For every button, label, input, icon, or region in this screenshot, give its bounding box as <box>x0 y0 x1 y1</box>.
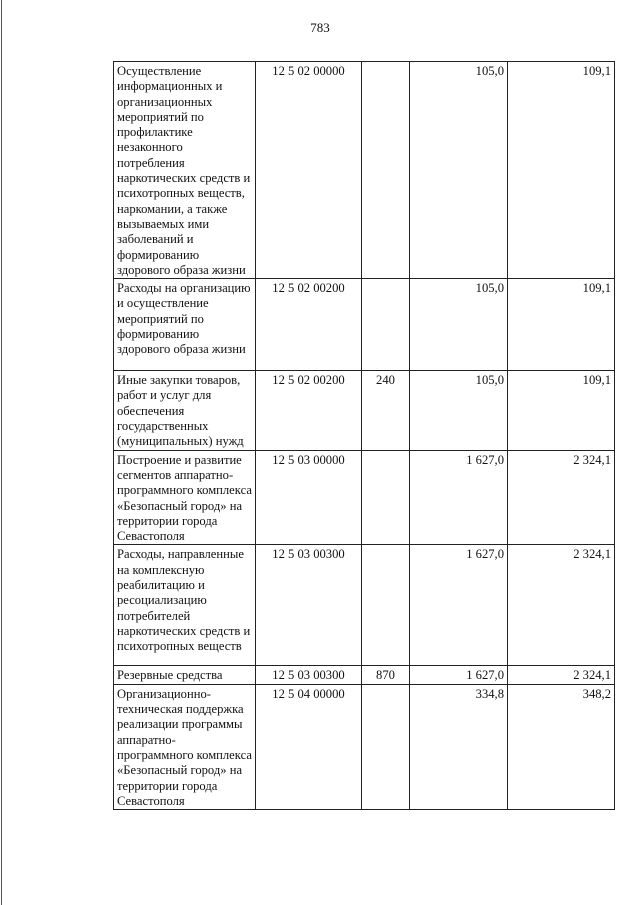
row-value2-cell: 2 324,1 <box>508 450 615 545</box>
row-value1-cell: 1 627,0 <box>410 545 508 666</box>
row-code-cell: 12 5 04 00000 <box>256 684 362 809</box>
row-value1-cell: 334,8 <box>410 684 508 809</box>
row-value1-cell: 105,0 <box>410 62 508 279</box>
table-row <box>114 666 615 684</box>
row-name-cell: Расходы на организацию и осуществление мероприятий по формированию здорового образа жизни <box>114 279 256 371</box>
row-value2-cell: 109,1 <box>508 62 615 279</box>
row-value2-cell: 109,1 <box>508 279 615 371</box>
row-type-cell <box>362 62 410 279</box>
budget-table <box>113 61 615 810</box>
table-row <box>114 279 615 371</box>
row-code-cell: 12 5 03 00000 <box>256 450 362 545</box>
row-value1-cell: 1 627,0 <box>410 666 508 684</box>
row-type-cell: 240 <box>362 371 410 450</box>
row-name-cell: Резервные средства <box>114 666 256 684</box>
row-name-cell: Иные закупки товаров, работ и услуг для обеспечения государственных (муниципальных) нужд <box>114 371 256 450</box>
row-name-cell: Организационно-техническая поддержка реализации программы аппаратно-программного комплекса «Безопасный город» на территории города Севастополя <box>114 684 256 809</box>
row-type-cell <box>362 450 410 545</box>
row-type-cell <box>362 684 410 809</box>
scan-edge-line <box>1 0 2 905</box>
row-value1-cell: 105,0 <box>410 371 508 450</box>
table-row <box>114 684 615 809</box>
table-row <box>114 450 615 545</box>
row-value1-cell: 105,0 <box>410 279 508 371</box>
row-type-cell <box>362 279 410 371</box>
row-value2-cell: 109,1 <box>508 371 615 450</box>
row-value2-cell: 2 324,1 <box>508 545 615 666</box>
row-value1-cell: 1 627,0 <box>410 450 508 545</box>
row-value2-cell: 348,2 <box>508 684 615 809</box>
row-code-cell: 12 5 02 00200 <box>256 279 362 371</box>
row-name-cell: Расходы, направленные на комплексную реабилитацию и ресоциализацию потребителей наркотических средств и психотропных веществ <box>114 545 256 666</box>
table-row <box>114 371 615 450</box>
table-row <box>114 62 615 279</box>
row-type-cell: 870 <box>362 666 410 684</box>
row-value2-cell: 2 324,1 <box>508 666 615 684</box>
row-name-cell: Осуществление информационных и организационных мероприятий по профилактике незаконного потребления наркотических средств и психотропных веществ, наркомании, а также вызываемых ими заболеваний и формированию здорового образа жизни <box>114 62 256 279</box>
row-code-cell: 12 5 02 00000 <box>256 62 362 279</box>
row-type-cell <box>362 545 410 666</box>
row-name-cell: Построение и развитие сегментов аппаратно-программного комплекса «Безопасный город» на территории города Севастополя <box>114 450 256 545</box>
row-code-cell: 12 5 02 00200 <box>256 371 362 450</box>
table-row <box>114 545 615 666</box>
row-code-cell: 12 5 03 00300 <box>256 545 362 666</box>
row-code-cell: 12 5 03 00300 <box>256 666 362 684</box>
page-number: 783 <box>310 20 330 35</box>
